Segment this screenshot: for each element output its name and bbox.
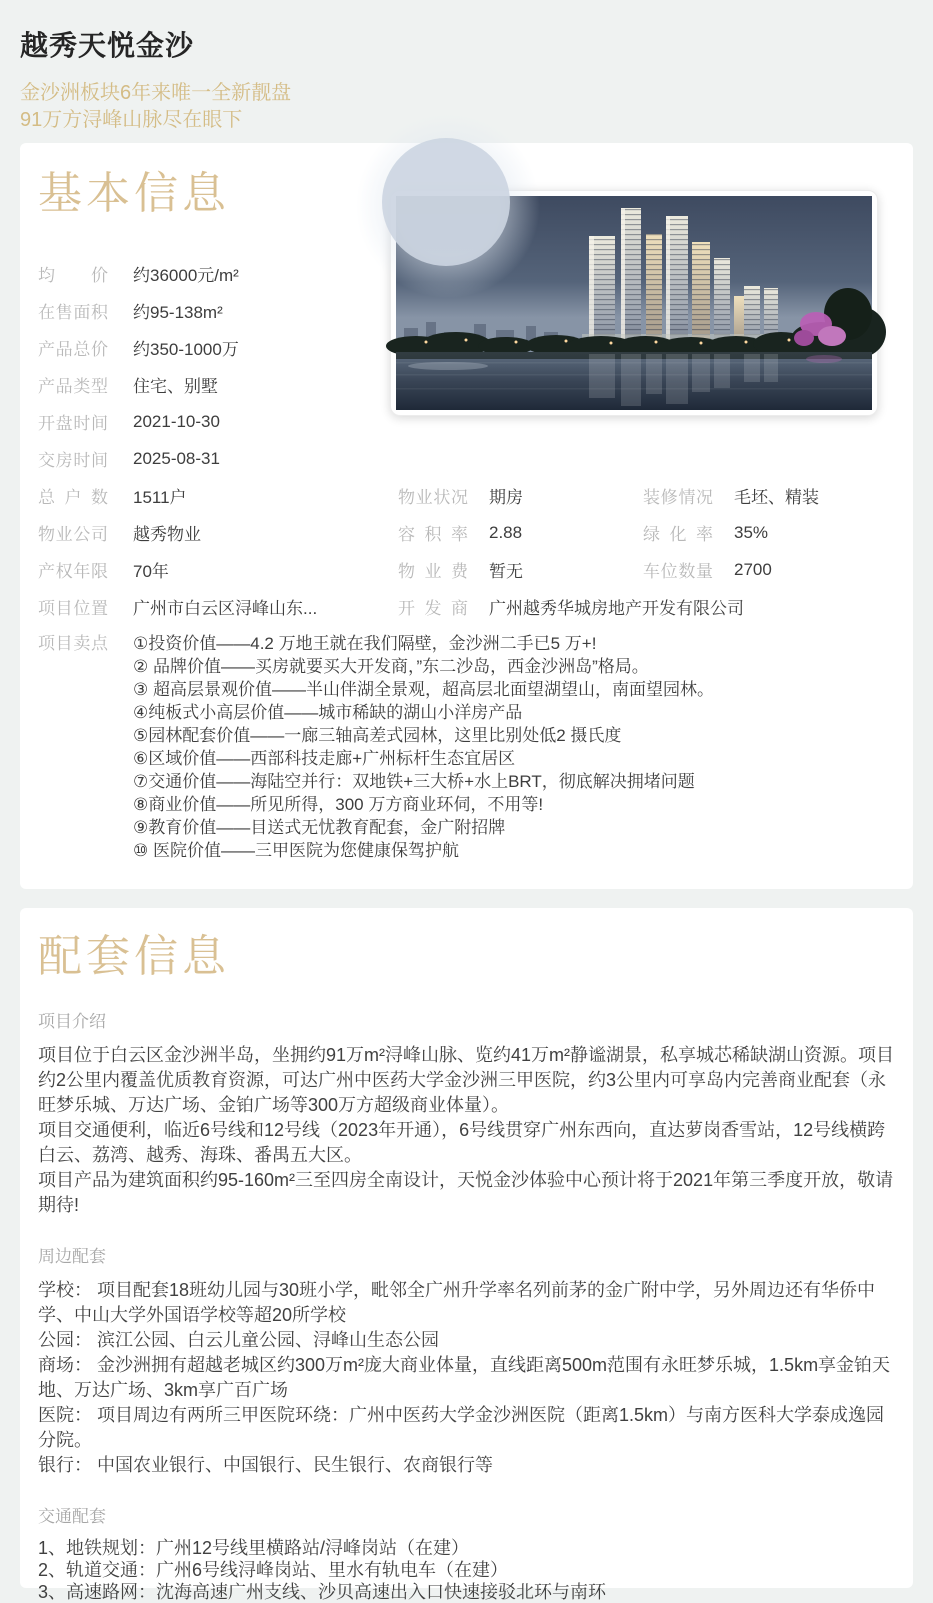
selling-points: [38, 632, 898, 862]
selling-point: ⑦交通价值——海陆空并行：双地铁+三大桥+水上BRT，彻底解决拥堵问题: [133, 772, 695, 791]
selling-point: ③ 超高层景观价值——半山伴湖全景观，超高层北面望湖望山，南面望园林。: [133, 680, 714, 699]
info-value: 2700: [734, 559, 772, 579]
info-row-price: [38, 255, 317, 292]
selling-points-label: 项目卖点: [38, 634, 108, 653]
info-label: 开盘时间: [38, 414, 108, 433]
surroundings-hospitals: 医院： 项目周边有两所三甲医院环绕：广州中医药大学金沙洲医院（距离1.5km）与南方医科大学泰成逸园分院。: [38, 1404, 885, 1450]
info-value: 越秀物业: [133, 525, 201, 544]
info-label: 绿化率: [643, 525, 713, 544]
info-value: 约350-1000万: [133, 340, 239, 359]
selling-point: ② 品牌价值——买房就要买大开发商，”东二沙岛，西金沙洲岛”格局。: [133, 657, 649, 676]
info-value: 2025-08-31: [133, 448, 220, 468]
info-value: 住宅、别墅: [133, 377, 218, 396]
info-row-households: [38, 477, 317, 514]
info-row-greening: [643, 514, 819, 551]
intro-paragraph: 项目产品为建筑面积约95-160m²三至四房全南设计，天悦金沙体验中心预计将于2021年第三季度开放，敬请期待!: [38, 1169, 894, 1215]
selling-point: ⑤园林配套价值——一廊三轴高差式园林，这里比别处低2 摄氏度: [133, 726, 622, 745]
sub-heading-project-intro: 项目介绍: [38, 1011, 106, 1031]
info-value: 2.88: [489, 522, 523, 542]
tagline-line-1: 金沙洲板块6年来唯一全新靓盘: [20, 82, 292, 104]
selling-point: ⑧商业价值——所见所得，300 万方商业环伺，不用等!: [133, 795, 544, 814]
selling-point: ④纯板式小高层价值——城市稀缺的湖山小洋房产品: [133, 703, 523, 722]
intro-paragraph: 项目位于白云区金沙洲半岛，坐拥约91万m²浔峰山脉、览约41万m²静谧湖景，私享城芯稀缺湖山资源。项目约2公里内覆盖优质教育资源，可达广州中医药大学金沙洲三甲医院，约3公里内可享岛内完善商业配套（永旺梦乐城、万达广场、金铂广场等300万方超级商业体量）。: [38, 1044, 895, 1115]
surroundings-schools: 学校： 项目配套18班幼儿园与30班小学，毗邻全广州升学率名列前茅的金广附中学，另外周边还有华侨中学、中山大学外国语学校等超20所学校: [38, 1279, 876, 1325]
project-intro-text: [38, 1043, 895, 1218]
info-label: 车位数量: [643, 562, 713, 581]
page-title: 越秀天悦金沙: [20, 30, 195, 61]
info-row-total-price: [38, 329, 317, 366]
info-label: 物业费: [398, 562, 468, 581]
property-photo[interactable]: [390, 190, 878, 416]
info-label: 物业状况: [398, 488, 468, 507]
info-label: 产品类型: [38, 377, 108, 396]
surroundings-text: [38, 1278, 895, 1478]
info-value: 约95-138m²: [133, 303, 223, 322]
info-row-parking: [643, 551, 819, 588]
info-label: 在售面积: [38, 303, 108, 322]
surroundings-parks: 公园： 滨江公园、白云儿童公园、浔峰山生态公园: [38, 1329, 439, 1350]
info-label: 产品总价: [38, 340, 108, 359]
info-label: 产权年限: [38, 562, 108, 581]
info-value: 广州越秀华城房地产开发有限公司: [489, 599, 744, 618]
basic-info-title: 基本信息: [38, 169, 230, 218]
selling-point: ①投资价值——4.2 万地王就在我们隔壁，金沙洲二手已5 万+!: [133, 634, 597, 653]
basic-info-card: [20, 143, 913, 889]
selling-point: ⑨教育价值——目送式无忧教育配套，金广附招牌: [133, 818, 506, 837]
transit-item: 2、轨道交通：广州6号线浔峰岗站、里水有轨电车（在建）: [38, 1559, 509, 1580]
surroundings-banks: 银行： 中国农业银行、中国银行、民生银行、农商银行等: [38, 1454, 493, 1475]
intro-paragraph: 项目交通便利，临近6号线和12号线（2023年开通），6号线贯穿广州东西向，直达萝岗香雪站，12号线横跨白云、荔湾、越秀、海珠、番禺五大区。: [38, 1119, 886, 1165]
info-value: 约36000元/m²: [133, 266, 239, 285]
info-row-decoration: [643, 477, 819, 514]
transit-item: 1、地铁规划：广州12号线里横路站/浔峰岗站（在建）: [38, 1537, 470, 1558]
sub-heading-transit: 交通配套: [38, 1506, 106, 1526]
info-value: 广州市白云区浔峰山东...: [133, 599, 318, 618]
info-row-product-type: [38, 366, 317, 403]
info-value: 1511户: [133, 488, 187, 507]
info-row-location: [38, 588, 317, 625]
info-row-property-company: [38, 514, 317, 551]
selling-points-list: [133, 632, 714, 862]
support-info-card: [20, 908, 913, 1602]
info-row-tenure: [38, 551, 317, 588]
selling-point: ⑩ 医院价值——三甲医院为您健康保驾护航: [133, 841, 459, 860]
transit-text: [38, 1537, 895, 1603]
info-label: 容积率: [398, 525, 468, 544]
surroundings-malls: 商场： 金沙洲拥有超越老城区约300万m²庞大商业体量，直线距离500m范围有永旺梦乐城，1.5km享金铂天地、万达广场、3km享广百广场: [38, 1354, 891, 1400]
info-column-left: [38, 255, 317, 625]
sub-heading-surroundings: 周边配套: [38, 1246, 106, 1266]
info-label: 总户数: [38, 488, 108, 507]
info-label: 均价: [38, 266, 108, 285]
info-label: 装修情况: [643, 488, 713, 507]
info-value: 暂无: [489, 562, 523, 581]
info-row-open-date: [38, 403, 317, 440]
info-row-area: [38, 292, 317, 329]
support-info-title: 配套信息: [38, 932, 230, 981]
selling-point: ⑥区域价值——西部科技走廊+广州标杆生态宜居区: [133, 749, 516, 768]
transit-item: 3、高速路网：沈海高速广州支线、沙贝高速出入口快速接驳北环与南环: [38, 1581, 607, 1602]
info-value: 期房: [489, 488, 523, 507]
info-value: 毛坯、精装: [734, 488, 819, 507]
info-label: 交房时间: [38, 451, 108, 470]
info-value: 70年: [133, 562, 169, 581]
info-row-delivery-date: [38, 440, 317, 477]
info-column-right: [643, 477, 819, 588]
info-row-developer: [398, 588, 744, 625]
info-label: 物业公司: [38, 525, 108, 544]
tagline-line-2: 91万方浔峰山脉尽在眼下: [20, 109, 243, 131]
info-label: 项目位置: [38, 599, 108, 618]
info-label: 开发商: [398, 599, 468, 618]
night-cityscape-image: [396, 196, 872, 410]
info-value: 2021-10-30: [133, 411, 220, 431]
info-value: 35%: [734, 522, 769, 542]
